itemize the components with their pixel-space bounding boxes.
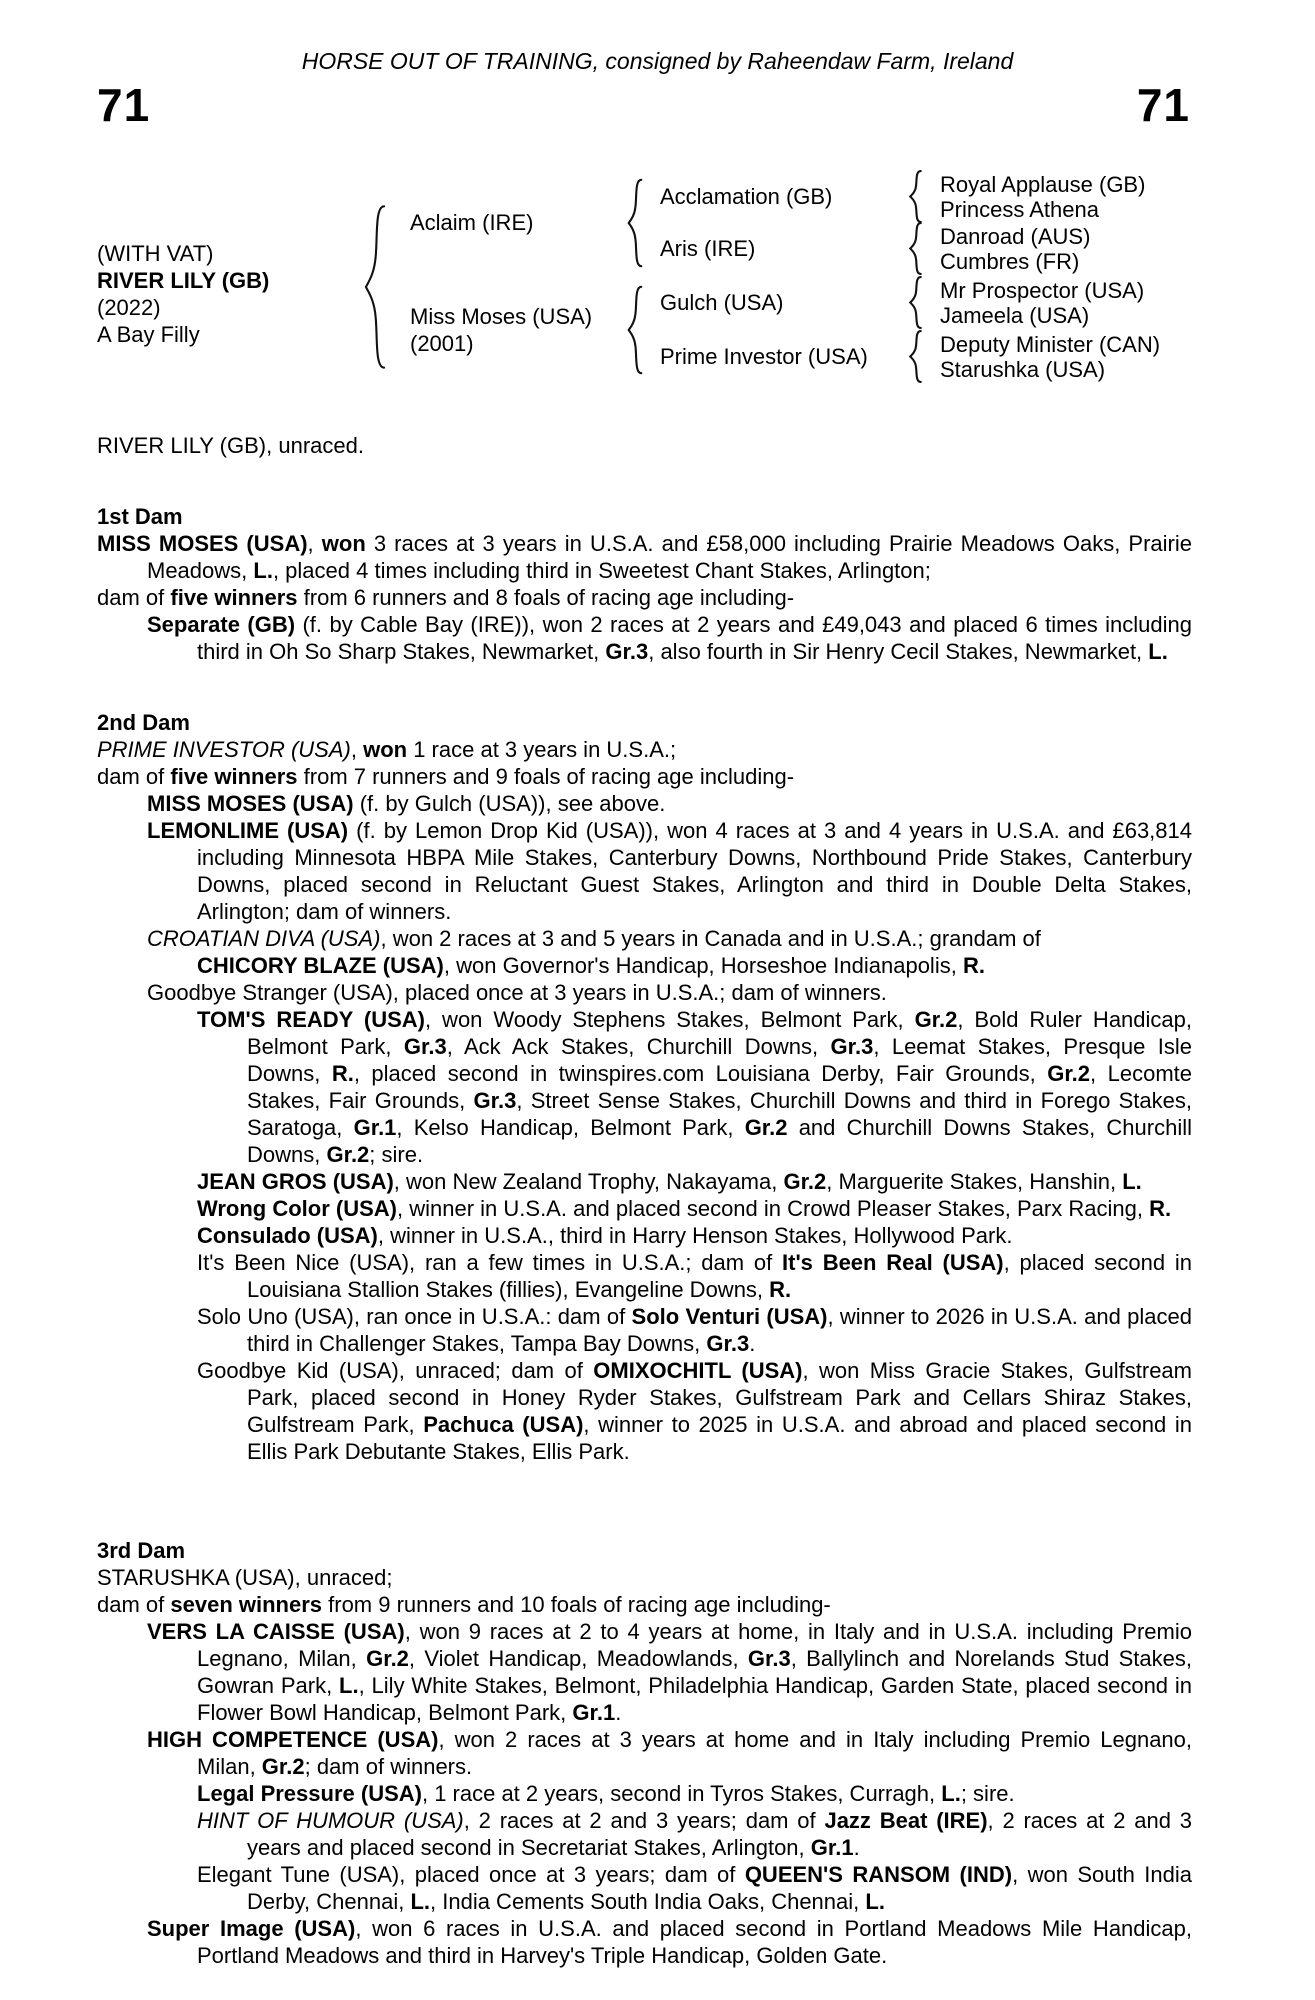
ancestor-name: Starushka (USA) [940, 357, 1106, 382]
pedigree-tree [0, 0, 1315, 420]
text-segment: , winner to 2026 in U.S.A. and placed third in Challenger Stakes, Tampa Bay Downs, [247, 1304, 1192, 1356]
dam-section-heading: 3rd Dam [97, 1538, 186, 1563]
text-segment: Gr.1 [353, 1115, 397, 1140]
dam-name: Miss Moses (USA) [410, 304, 593, 329]
text-segment: , winner in U.S.A. and placed second in Crowd Pleaser Stakes, Parx Racing, [397, 1196, 1150, 1221]
text-segment: dam of [97, 764, 171, 789]
ancestor-name: Deputy Minister (CAN) [940, 332, 1161, 357]
catalog-paragraph [97, 432, 1192, 459]
catalog-paragraph [97, 763, 1192, 790]
catalog-paragraph [97, 1195, 1192, 1222]
text-segment: Gr.1 [810, 1835, 854, 1860]
text-segment: from 7 runners and 9 foals of racing age including- [297, 764, 795, 789]
text-segment: Jazz Beat (IRE) [824, 1808, 988, 1833]
text-segment: Elegant Tune (USA), placed once at 3 years; dam of [197, 1862, 745, 1887]
text-segment: from 9 runners and 10 foals of racing age including- [322, 1592, 831, 1617]
dam-section-heading: 1st Dam [97, 504, 183, 529]
text-segment: Solo Venturi (USA) [631, 1304, 828, 1329]
text-segment: L. [865, 1889, 885, 1914]
text-segment: R. [962, 953, 985, 978]
text-segment: It's Been Nice (USA), ran a few times in U.S.A.; dam of [197, 1250, 782, 1275]
text-segment: , won 6 races in U.S.A. and placed second in Portland Meadows Mile Handicap, Portland Meadows and third in Harvey's Triple Handicap, Golden Gate. [197, 1916, 1192, 1968]
text-segment: It's Been Real (USA) [782, 1250, 1004, 1275]
ancestor-name: Danroad (AUS) [940, 224, 1091, 249]
text-segment: (f. by Cable Bay (IRE)), won 2 races at 2 years and £49,043 and placed 6 times including third in Oh So Sharp Stakes, Newmarket, [197, 612, 1192, 664]
text-segment: Gr.2 [326, 1142, 370, 1167]
pedigree-brace [908, 276, 923, 329]
text-segment: , won 2 races at 3 and 5 years in Canada and in U.S.A.; grandam of [380, 926, 1041, 951]
text-segment: Wrong Color (USA) [197, 1196, 398, 1221]
text-segment: , 2 races at 2 and 3 years and placed second in Secretariat Stakes, Arlington, [247, 1808, 1192, 1860]
pedigree-brace [908, 222, 923, 275]
dam-sire-name: Gulch (USA) [660, 290, 784, 315]
dam-section [97, 503, 1192, 665]
text-segment: , Lecomte Stakes, Fair Grounds, [247, 1061, 1192, 1113]
text-segment: L. [339, 1673, 359, 1698]
text-segment: , won Miss Gracie Stakes, Gulfstream Park, placed second in Honey Ryder Stakes, Gulfstream Park and Cellars Shiraz Stakes, Gulfstream Park, [247, 1358, 1192, 1437]
text-segment: , placed 4 times including third in Sweetest Chant Stakes, Arlington; [272, 558, 931, 583]
dam-section-heading: 2nd Dam [97, 710, 190, 735]
text-segment: HIGH COMPETENCE (USA) [147, 1727, 439, 1752]
text-segment: , 2 races at 2 and 3 years; dam of [463, 1808, 825, 1833]
text-segment: , [350, 737, 364, 762]
text-segment: five winners [170, 585, 298, 610]
text-segment: , also fourth in Sir Henry Cecil Stakes, Newmarket, [648, 639, 1149, 664]
text-segment: dam of [97, 585, 171, 610]
text-segment: Gr.2 [744, 1115, 788, 1140]
sire-sire-name: Acclamation (GB) [660, 184, 833, 209]
catalog-paragraph [97, 817, 1192, 925]
text-segment: , placed second in twinspires.com Louisiana Derby, Fair Grounds, [353, 1061, 1048, 1086]
text-segment: , won 9 races at 2 to 4 years at home, in Italy and in U.S.A. including Premio Legnano, Milan, [197, 1619, 1192, 1671]
ancestor-name: Mr Prospector (USA) [940, 278, 1145, 303]
text-segment: 3 races at 3 years in U.S.A. and £58,000 including Prairie Meadows Oaks, Prairie Meadows, [147, 531, 1193, 583]
text-segment: L. [410, 1889, 431, 1914]
text-segment: VERS LA CAISSE (USA) [147, 1619, 405, 1644]
text-segment: (f. by Lemon Drop Kid (USA)), won 4 races at 3 and 4 years in U.S.A. and £63,814 including Minnesota HBPA Mile Stakes, Canterbury Downs, Northbound Pride Stakes, Canterbury Downs, placed second in Reluctant Guest Stakes, Arlington and third in Double Delta Stakes, Arlington; dam of winners. [197, 818, 1193, 924]
produce-block [97, 240, 269, 348]
text-segment: Gr.3 [706, 1331, 750, 1356]
text-segment: Super Image (USA) [147, 1916, 356, 1941]
catalog-paragraph [97, 790, 1192, 817]
pedigree-brace [362, 203, 388, 371]
text-segment: , Ballylinch and Norelands Stud Stakes, Gowran Park, [197, 1646, 1193, 1698]
text-segment: , placed second in Louisiana Stallion Stakes (fillies), Evangeline Downs, [247, 1250, 1192, 1302]
text-segment: CROATIAN DIVA (USA) [147, 926, 381, 951]
catalog-paragraph [97, 1915, 1192, 1969]
text-segment: and Churchill Downs Stakes, Churchill Downs, [247, 1115, 1192, 1167]
text-segment: , won 2 races at 3 years at home and in Italy including Premio Legnano, Milan, [197, 1727, 1193, 1779]
page-header: HORSE OUT OF TRAINING, consigned by Raheendaw Farm, Ireland [301, 48, 1014, 74]
text-segment: L. [253, 558, 273, 583]
text-segment: HINT OF HUMOUR (USA) [197, 1808, 464, 1833]
text-segment: Legal Pressure (USA) [197, 1781, 422, 1806]
catalog-paragraph [97, 1357, 1192, 1465]
pedigree-brace [908, 170, 923, 223]
sire-dam-name: Aris (IRE) [660, 236, 756, 261]
text-segment: Solo Uno (USA), ran once in U.S.A.: dam of [197, 1304, 632, 1329]
text-segment: from 6 runners and 8 foals of racing age including- [297, 585, 795, 610]
text-segment: , Marguerite Stakes, Hanshin, [826, 1169, 1123, 1194]
catalog-paragraph [97, 1168, 1192, 1195]
catalog-paragraph [97, 1726, 1192, 1780]
text-segment: ; dam of winners. [304, 1754, 473, 1779]
text-segment: LEMONLIME (USA) [147, 818, 349, 843]
text-segment: won [363, 737, 408, 762]
text-segment: five winners [170, 764, 298, 789]
text-segment: , Violet Handicap, Meadowlands, [408, 1646, 748, 1671]
text-segment: ; sire. [960, 1781, 1015, 1806]
text-segment: L. [1122, 1169, 1142, 1194]
text-segment: Gr.3 [403, 1034, 447, 1059]
text-segment: , Bold Ruler Handicap, Belmont Park, [247, 1007, 1192, 1059]
text-segment: Goodbye Kid (USA), unraced; dam of [197, 1358, 594, 1383]
catalog-paragraph [97, 1303, 1192, 1357]
text-segment: , won Governor's Handicap, Horseshoe Indianapolis, [443, 953, 963, 978]
catalog-paragraph [97, 611, 1192, 665]
text-segment: . [749, 1331, 756, 1356]
text-segment: Gr.3 [605, 639, 649, 664]
text-segment: , Leemat Stakes, Presque Isle Downs, [247, 1034, 1192, 1086]
catalog-paragraph [97, 979, 1192, 1006]
catalog-paragraph [97, 1807, 1192, 1861]
text-segment: Gr.2 [261, 1754, 305, 1779]
catalog-paragraph [97, 925, 1192, 952]
text-segment: L. [1148, 639, 1168, 664]
catalog-paragraph [97, 952, 1192, 979]
text-segment: Pachuca (USA) [423, 1412, 584, 1437]
text-segment: , India Cements South India Oaks, Chennai, [430, 1889, 866, 1914]
text-segment: MISS MOSES (USA) [147, 791, 354, 816]
catalog-paragraph [97, 1222, 1192, 1249]
catalog-paragraph [97, 736, 1192, 763]
catalog-paragraph [97, 1618, 1192, 1726]
ancestor-name: Jameela (USA) [940, 303, 1090, 328]
text-segment: R. [1149, 1196, 1172, 1221]
catalog-paragraph [97, 1591, 1192, 1618]
text-segment: . [615, 1700, 622, 1725]
catalog-paragraph [97, 1006, 1192, 1168]
text-segment: JEAN GROS (USA) [197, 1169, 394, 1194]
catalog-paragraph [97, 1564, 1192, 1591]
dam-dam-name: Prime Investor (USA) [660, 344, 868, 369]
text-segment: ; sire. [369, 1142, 424, 1167]
catalog-paragraph [97, 1861, 1192, 1915]
text-segment: , [307, 531, 322, 556]
text-segment: OMIXOCHITL (USA) [593, 1358, 803, 1383]
text-segment: , winner in U.S.A., third in Harry Henson Stakes, Hollywood Park. [377, 1223, 1013, 1248]
text-segment: Gr.2 [914, 1007, 958, 1032]
sire-name: Aclaim (IRE) [410, 210, 534, 235]
lot-number-left: 71 [97, 79, 151, 131]
text-segment: dam of [97, 1592, 171, 1617]
text-segment: seven winners [170, 1592, 323, 1617]
text-segment: won [321, 531, 366, 556]
text-segment: Consulado (USA) [197, 1223, 378, 1248]
text-segment: Goodbye Stranger (USA), placed once at 3 years in U.S.A.; dam of winners. [147, 980, 887, 1005]
text-segment: , won South India Derby, Chennai, [247, 1862, 1192, 1914]
text-segment: , won Woody Stephens Stakes, Belmont Park, [425, 1007, 915, 1032]
ancestor-name: Cumbres (FR) [940, 249, 1080, 274]
catalog-body [97, 432, 1192, 1969]
text-segment: , Ack Ack Stakes, Churchill Downs, [446, 1034, 831, 1059]
text-segment: TOM'S READY (USA) [197, 1007, 425, 1032]
text-segment: R. [769, 1277, 792, 1302]
text-segment: (f. by Gulch (USA)), see above. [353, 791, 666, 816]
ancestor-name: Royal Applause (GB) [940, 172, 1146, 197]
text-segment: , 1 race at 2 years, second in Tyros Stakes, Curragh, [421, 1781, 942, 1806]
ancestor-name: Princess Athena [940, 197, 1099, 222]
dam-section [97, 709, 1192, 1465]
produce-year: (2022) [97, 295, 161, 320]
text-segment: Gr.3 [830, 1034, 874, 1059]
text-segment: L. [941, 1781, 961, 1806]
text-segment: Gr.2 [366, 1646, 409, 1671]
pedigree-brace [908, 330, 923, 383]
catalog-paragraph [97, 1249, 1192, 1303]
text-segment: , Lily White Stakes, Belmont, Philadelphia Handicap, Garden State, placed second in Flower Bowl Handicap, Belmont Park, [197, 1673, 1192, 1725]
produce-description: A Bay Filly [97, 322, 200, 347]
text-segment: , Street Sense Stakes, Churchill Downs and third in Forego Stakes, Saratoga, [247, 1088, 1192, 1140]
catalog-paragraph [97, 530, 1192, 584]
catalog-paragraph [97, 1780, 1192, 1807]
text-segment: Gr.2 [783, 1169, 827, 1194]
text-segment: , winner to 2025 in U.S.A. and abroad and placed second in Ellis Park Debutante Stakes, Ellis Park. [247, 1412, 1192, 1464]
text-segment: MISS MOSES (USA) [97, 531, 308, 556]
text-segment: , Kelso Handicap, Belmont Park, [396, 1115, 745, 1140]
dam-section [97, 1537, 1192, 1969]
text-segment: QUEEN'S RANSOM (IND) [744, 1862, 1013, 1887]
catalog-paragraph [97, 584, 1192, 611]
text-segment: 1 race at 3 years in U.S.A.; [407, 737, 677, 762]
text-segment: . [853, 1835, 860, 1860]
text-segment: STARUSHKA (USA), unraced; [97, 1565, 393, 1590]
text-segment: CHICORY BLAZE (USA) [197, 953, 444, 978]
pedigree-brace [626, 178, 644, 268]
text-segment: Gr.1 [572, 1700, 616, 1725]
text-segment: Gr.3 [473, 1088, 517, 1113]
text-segment: PRIME INVESTOR (USA) [97, 737, 351, 762]
text-segment: Separate (GB) [147, 612, 296, 637]
text-segment: RIVER LILY (GB), unraced. [97, 433, 364, 458]
pedigree-brace [626, 285, 644, 375]
text-segment: , won New Zealand Trophy, Nakayama, [393, 1169, 784, 1194]
vat-note: (WITH VAT) [97, 241, 214, 266]
produce-name: RIVER LILY (GB) [97, 268, 270, 293]
text-segment: Gr.3 [747, 1646, 791, 1671]
lot-number-right: 71 [1136, 79, 1190, 131]
text-segment: Gr.2 [1047, 1061, 1091, 1086]
dam-year: (2001) [410, 331, 474, 356]
text-segment: R. [331, 1061, 354, 1086]
